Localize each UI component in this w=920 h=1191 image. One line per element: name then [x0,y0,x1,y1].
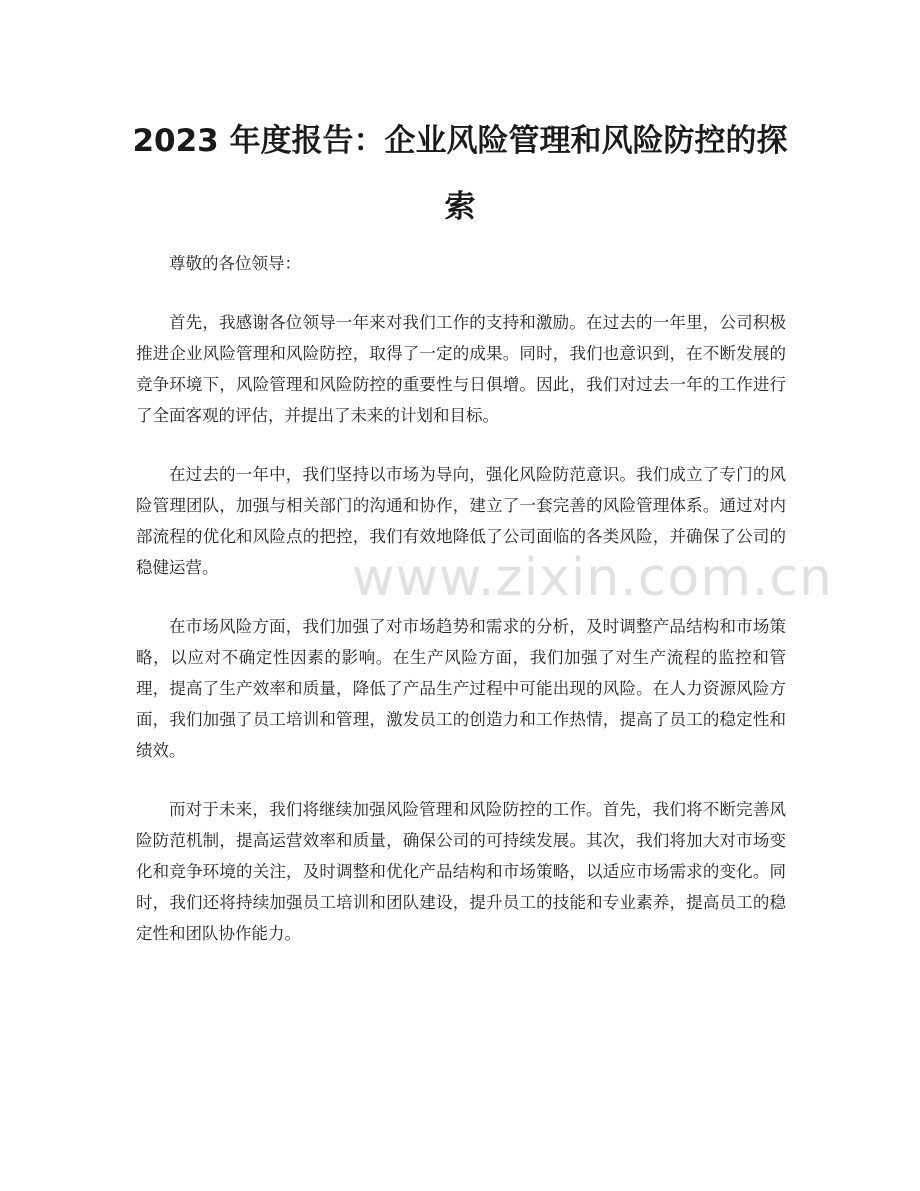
paragraph: 在市场风险方面，我们加强了对市场趋势和需求的分析，及时调整产品结构和市场策略，以应对不确定性因素的影响。在生产风险方面，我们加强了对生产流程的监控和管理，提高了生产效率和质量，降低了产品生产过程中可能出现的风险。在人力资源风险方面，我们加强了员工培训和管理，激发员工的创造力和工作热情，提高了员工的稳定性和绩效。 [136,617,786,760]
paragraph: 而对于未来，我们将继续加强风险管理和风险防控的工作。首先，我们将不断完善风险防范机制，提高运营效率和质量，确保公司的可持续发展。其次，我们将加大对市场变化和竞争环境的关注，及时调整和优化产品结构和市场策略，以适应市场需求的变化。同时，我们还将持续加强员工培训和团队建设，提升员工的技能和专业素养，提高员工的稳定性和团队协作能力。 [136,800,786,943]
document-title: 2023 年度报告：企业风险管理和风险防控的探索 [132,123,788,225]
salutation: 尊敬的各位领导： [169,254,301,273]
paragraph: 在过去的一年中，我们坚持以市场为导向，强化风险防范意识。我们成立了专门的风险管理团队，加强与相关部门的沟通和协作，建立了一套完善的风险管理体系。通过对内部流程的优化和风险点的把控，我们有效地降低了公司面临的各类风险，并确保了公司的稳健运营。 [136,465,786,577]
paragraph: 首先，我感谢各位领导一年来对我们工作的支持和激励。在过去的一年里，公司积极推进企业风险管理和风险防控，取得了一定的成果。同时，我们也意识到，在不断发展的竞争环境下，风险管理和风险防控的重要性与日俱增。因此，我们对过去一年的工作进行了全面客观的评估，并提出了未来的计划和目标。 [136,313,786,425]
watermark: www.zixin.com.cn [352,548,833,608]
document-body [136,248,786,977]
